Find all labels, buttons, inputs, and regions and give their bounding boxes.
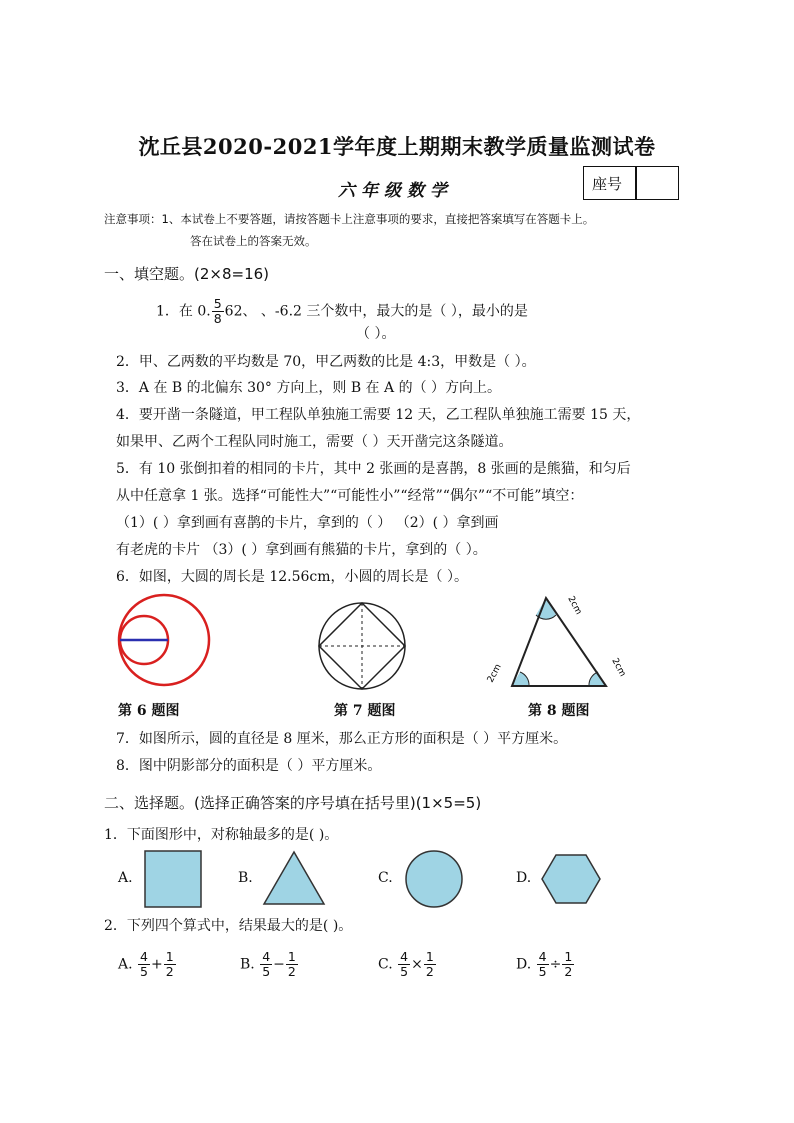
question-1-6: 6．如图，大圆的周长是 12.56cm，小圆的周长是（ ）。 [116,569,469,585]
question-1-8: 8．图中阴影部分的面积是（ ）平方厘米。 [116,758,382,774]
question-2-2: 2．下列四个算式中，结果最大的是( )。 [104,918,353,934]
exam-title: 沈丘县2020-2021学年度上期期末教学质量监测试卷 [138,134,656,159]
question-1-5-line-1: 5．有 10 张倒扣着的相同的卡片，其中 2 张画的是喜鹊，8 张画的是熊猫，和匀后 [116,461,631,477]
question-1-3: 3．A 在 B 的北偏东 30° 方向上，则 B 在 A 的（ ）方向上。 [116,380,502,396]
q1-text-b: 62、 、-6.2 三个数中，最大的是（ ），最小的是 [224,303,528,320]
fraction [286,950,298,979]
seat-number-box [583,166,679,200]
denominator: 5 [538,964,547,979]
option-d-expression [516,950,575,979]
option-a-expression [118,950,177,979]
numerator: 4 [400,949,409,964]
operator: + [150,956,163,973]
notice-line-1: 注意事项：1、本试卷上不要答题，请按答题卡上注意事项的要求，直接把答案填写在答题卡上。 [104,212,595,226]
numerator: 1 [564,949,573,964]
numerator: 1 [287,949,296,964]
numerator: 4 [538,949,547,964]
option-d-expr-label: D. [516,956,532,973]
figure-6-caption: 第 6 题图 [118,703,180,719]
top-length-label: 2cm [565,594,584,617]
fraction [398,950,410,979]
triangle [512,598,606,686]
square-shape [145,851,201,907]
q1-text-a: 1．在 0. [156,303,211,320]
option-c-label: C. [378,870,393,886]
fraction [260,950,272,979]
fraction [138,950,150,979]
question-1-5-line-3: （1）( ）拿到画有喜鹊的卡片，拿到的（ ） （2）( ）拿到画 [116,515,499,531]
operator: ÷ [549,956,562,973]
seat-number-label: 座号 [592,175,623,193]
denominator: 5 [140,964,148,979]
right-length-label: 2cm [609,656,628,679]
question-1-5-line-2: 从中任意拿 1 张。选择“可能性大”“可能性小”“经常”“偶尔”“不可能”填空： [116,488,584,504]
option-c-expression [378,950,437,979]
q1-frac-denominator: 8 [213,311,222,326]
question-1-4-line-1: 4．要开凿一条隧道，甲工程队单独施工需要 12 天，乙工程队单独施工需要 15 天， [116,407,641,423]
exam-subtitle: 六年级数学 [338,181,453,201]
q1-frac-numerator: 5 [213,296,222,311]
question-1-2: 2．甲、乙两数的平均数是 70，甲乙两数的比是 4:3，甲数是（ ）。 [116,354,536,370]
fraction [164,950,176,979]
denominator: 2 [564,964,573,979]
figure-7-caption: 第 7 题图 [334,703,396,719]
question-1-1-line-2: （ ）。 [356,326,396,342]
hexagon-shape [542,855,600,903]
seat-number-divider [635,167,637,199]
option-a-label: A. [118,870,133,886]
denominator: 2 [425,964,434,979]
question-1-4-line-2: 如果甲、乙两个工程队同时施工，需要（ ）天开凿完这条隧道。 [116,434,513,450]
numerator: 1 [165,949,174,964]
option-b-expression [240,950,299,979]
triangle-shape [264,852,324,904]
denominator: 2 [165,964,174,979]
denominator: 5 [262,964,271,979]
question-1-7: 7．如图所示，圆的直径是 8 厘米，那么正方形的面积是（ ）平方厘米。 [116,731,568,747]
fraction [537,950,549,979]
operator: × [411,956,423,973]
figure-8 [485,588,628,692]
option-d-label: D. [516,870,532,886]
option-a-expr-label: A. [118,956,133,973]
numerator: 1 [425,949,434,964]
figure-6 [112,592,222,692]
option-a-square [144,850,202,908]
option-b-triangle [262,850,326,906]
left-length-label: 2cm [485,662,504,685]
option-b-expr-label: B. [240,956,255,973]
figure-8-caption: 第 8 题图 [528,703,590,719]
fraction [562,950,574,979]
option-d-hexagon [540,853,602,905]
option-c-expr-label: C. [378,956,393,973]
figure-7 [316,600,408,692]
denominator: 5 [400,964,409,979]
option-b-label: B. [238,870,253,886]
fraction [424,950,436,979]
question-1-1 [156,297,528,326]
numerator: 4 [262,949,271,964]
question-2-1: 1．下面图形中，对称轴最多的是( )。 [104,827,339,843]
section-2-heading: 二、选择题。(选择正确答案的序号填在括号里)(1×5=5) [104,794,482,812]
circle-shape [406,851,462,907]
numerator: 4 [140,949,148,964]
option-c-circle [404,849,464,909]
q1-fraction [212,297,224,326]
notice-line-2: 答在试卷上的答案无效。 [190,234,317,248]
section-1-heading: 一、填空题。(2×8=16) [104,265,270,283]
question-1-5-line-4: 有老虎的卡片 （3）( ）拿到画有熊猫的卡片，拿到的（ ）。 [116,542,487,558]
operator: − [273,956,285,973]
denominator: 2 [287,964,296,979]
